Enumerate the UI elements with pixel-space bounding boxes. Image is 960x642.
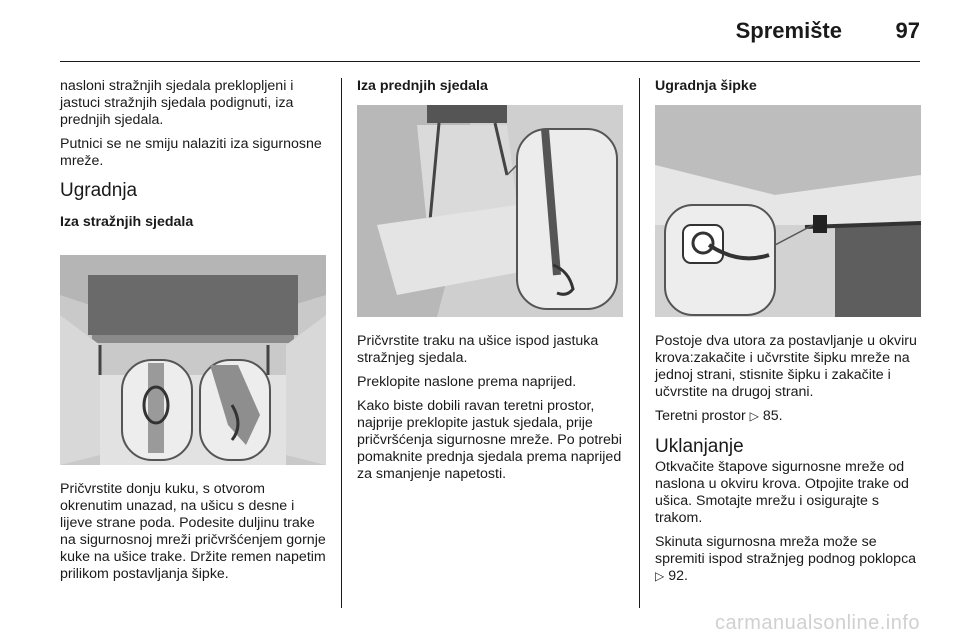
paragraph [655, 534, 923, 585]
paragraph: Kako biste dobili ravan teretni prostor, najprije preklopite jastuk sjedala, prije pričvršćenja sigurnosne mreže. Po potrebi pomaknite prednja sjedala prema naprijed za smanjenje napetosti. [357, 398, 622, 482]
page-reference[interactable]: 92. [668, 568, 688, 584]
page-number: 97 [895, 18, 920, 43]
paragraph: Preklopite naslone prema naprijed. [357, 374, 577, 390]
triangle-reference-icon: ▷ [749, 409, 759, 423]
paragraph: Putnici se ne smiju nalaziti iza sigurnosne mreže. [60, 136, 322, 169]
paragraph-text: Skinuta sigurnosna mreža može se spremiti ispod stražnjeg podnog poklopca [655, 534, 917, 567]
rod-installation-illustration [655, 105, 921, 317]
paragraph: Pričvrstite traku na ušice ispod jastuka stražnjeg sjedala. [357, 333, 599, 366]
subsection-heading: Ugradnja šipke [655, 78, 757, 94]
page-reference[interactable]: 85. [762, 408, 783, 424]
column-2 [357, 78, 625, 490]
subsection-heading: Iza stražnjih sjedala [60, 214, 194, 230]
subsection-heading: Iza prednjih sjedala [357, 78, 488, 94]
rear-seat-net-illustration [60, 255, 326, 465]
column-1 [60, 78, 328, 590]
column-divider [639, 78, 640, 608]
section-heading: Uklanjanje [655, 436, 744, 457]
column-3 [655, 78, 923, 592]
page-section-title: Spremište [735, 18, 842, 43]
watermark: carmanualsonline.info [714, 612, 920, 634]
paragraph: Pričvrstite donju kuku, s otvorom okrenutim unazad, na ušicu s desne i lijeve strane poda. Podesite duljinu trake na sigurnosnoj mreži pričvršćenjem gornje kuke na ušice trake. Držite remen napetim prilikom postavljanja šipke. [60, 481, 326, 582]
column-divider [341, 78, 342, 608]
paragraph: Postoje dva utora za postavljanje u okviru krova:zakačite i učvrstite šipku mreže na jednoj strani, stisnite šipku i zakačite i učvrstite na drugoj strani. [655, 333, 917, 400]
paragraph: Otkvačite štapove sigurnosne mreže od naslona u okviru krova. Otpojite trake od ušica. Smotajte mrežu i osigurajte s trakom. [655, 459, 909, 526]
section-heading: Ugradnja [60, 180, 138, 201]
paragraph [655, 408, 923, 425]
paragraph-text: Teretni prostor [655, 408, 750, 424]
header-rule [60, 61, 920, 62]
front-seat-net-illustration [357, 105, 623, 317]
paragraph: nasloni stražnjih sjedala preklopljeni i jastuci stražnjih sjedala podignuti, iza prednjih sjedala. [60, 78, 294, 128]
triangle-reference-icon: ▷ [655, 569, 665, 583]
